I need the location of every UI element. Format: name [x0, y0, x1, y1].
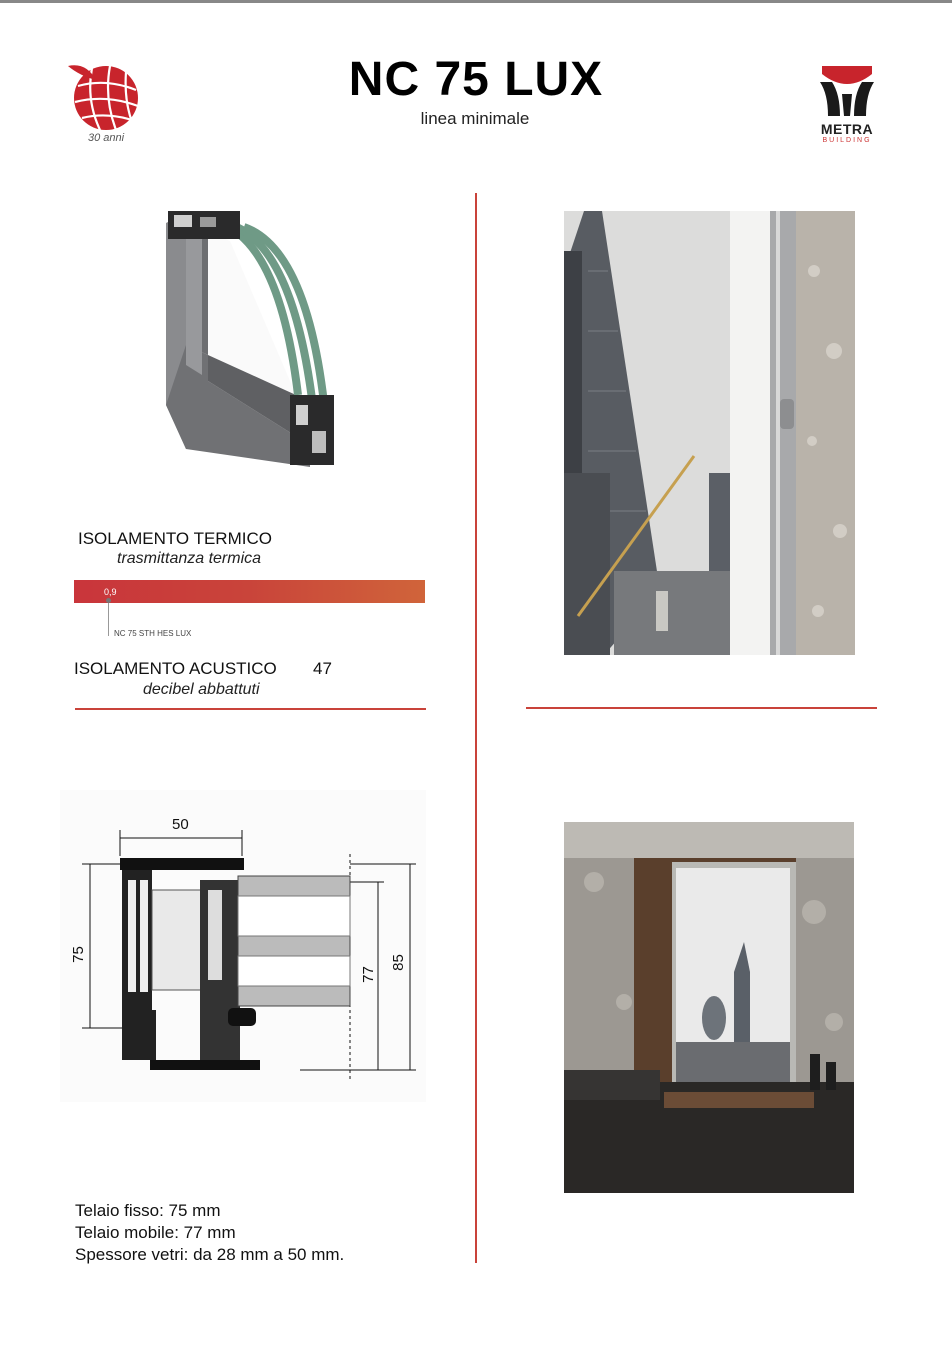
- spec-item: Telaio fisso: 75 mm: [75, 1201, 221, 1220]
- thermal-marker-line: [108, 603, 109, 636]
- anniversary-text: 30 anni: [88, 132, 125, 144]
- metra-logo: [818, 64, 876, 118]
- globe-icon: [66, 60, 142, 132]
- acoustic-title: ISOLAMENTO ACUSTICO: [74, 659, 277, 678]
- thermal-bar: [74, 580, 425, 603]
- brand-sub: BUILDING: [822, 137, 872, 144]
- photo-interior-window: [564, 822, 854, 1193]
- thermal-subtitle: trasmittanza termica: [117, 550, 262, 567]
- dim-right: 85: [389, 954, 407, 971]
- metra-mark-icon: [818, 64, 876, 118]
- acoustic-value: 47: [313, 659, 332, 678]
- profile-3d-render: [160, 205, 340, 470]
- dim-left: 75: [69, 946, 87, 963]
- page-subtitle: linea minimale: [420, 109, 530, 128]
- center-divider: [475, 193, 477, 1263]
- spec-item: Spessore vetri: da 28 mm a 50 mm.: [75, 1245, 345, 1264]
- anniversary-logo: [66, 60, 142, 132]
- top-border: [0, 0, 952, 3]
- page-title: NC 75 LUX: [348, 53, 604, 106]
- brand-name: METRA: [820, 121, 874, 137]
- dim-top: 50: [172, 816, 189, 833]
- thermal-product-label: NC 75 STH HES LUX: [114, 629, 192, 638]
- thermal-value: 0,9: [104, 587, 117, 597]
- right-separator: [526, 707, 877, 709]
- dim-inner: 77: [359, 966, 377, 983]
- section-drawing: [60, 790, 426, 1102]
- spec-list: [75, 1200, 344, 1266]
- photo-skyline-window: [564, 211, 855, 655]
- thermal-title: ISOLAMENTO TERMICO: [78, 529, 272, 548]
- left-separator: [75, 708, 426, 710]
- acoustic-subtitle: decibel abbattuti: [143, 681, 260, 698]
- spec-item: Telaio mobile: 77 mm: [75, 1223, 236, 1242]
